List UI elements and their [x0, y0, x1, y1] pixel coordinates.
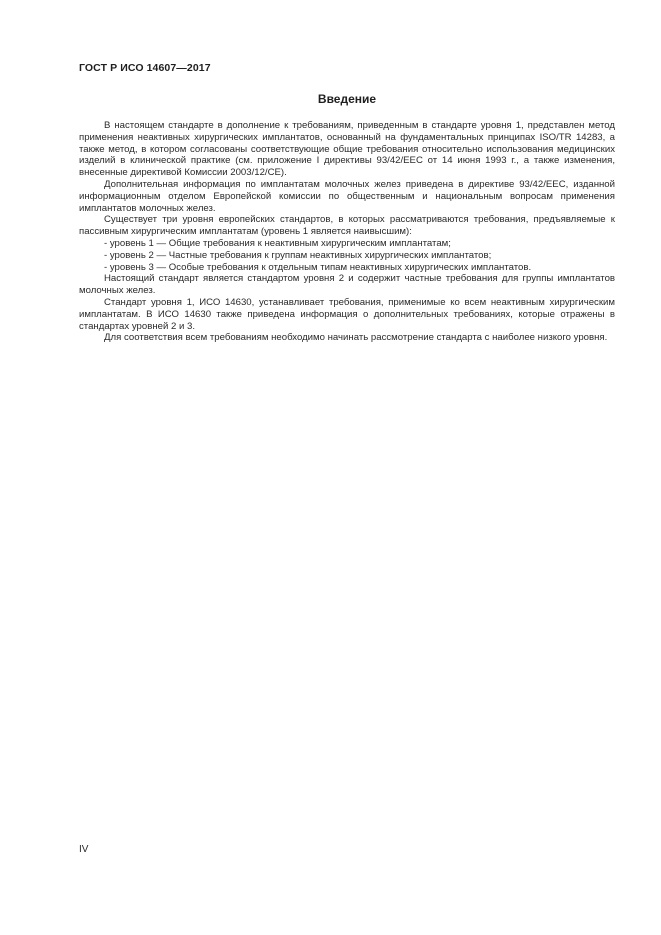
- list-item-level-2: - уровень 2 — Частные требования к группам неактивных хирургических имплантатов;: [104, 249, 492, 261]
- list-item-level-3: - уровень 3 — Особые требования к отдельным типам неактивных хирургических имплантатов.: [104, 261, 532, 273]
- paragraph-2: Дополнительная информация по имплантатам молочных желез приведена в директиве 93/42/ЕЕС, изданной информационным отделом Европейской комиссии по общественным и национальным вопросам применения имплантатов молочных желез.: [79, 178, 615, 214]
- paragraph-3: Существует три уровня европейских стандартов, в которых рассматриваются требования, предъявляемые к пассивным хирургическим имплантатам (уровень 1 является наивысшим):: [79, 214, 615, 238]
- list-item-level-1: - уровень 1 — Общие требования к неактивным хирургическим имплантатам;: [104, 237, 451, 249]
- paragraph-6: Для соответствия всем требованиям необходимо начинать рассмотрение стандарта с наиболее низкого уровня.: [104, 332, 608, 344]
- document-body: [79, 120, 615, 344]
- section-title: Введение: [317, 92, 377, 106]
- page-number: IV: [79, 844, 89, 855]
- document-header-code: ГОСТ Р ИСО 14607—2017: [79, 62, 211, 74]
- paragraph-4: Настоящий стандарт является стандартом уровня 2 и содержит частные требования для группы имплантатов молочных желез.: [79, 273, 615, 297]
- paragraph-1: В настоящем стандарте в дополнение к требованиям, приведенным в стандарте уровня 1, представлен метод применения неактивных хирургических имплантатов, основанный на фундаментальных принципах ISO/TR 14283, а также метод, в котором согласованы соответствующие общие требования относительно использования медицинских изделий в клинической практике (см. приложение I директивы 93/42/ЕЕС от 14 июня 1993 г., а также изменения, внесенные директивой Комиссии 2003/12/СЕ).: [79, 120, 615, 179]
- paragraph-5: Стандарт уровня 1, ИСО 14630, устанавливает требования, применимые ко всем неактивным хирургическим имплантатам. В ИСО 14630 также приведена информация о дополнительных требованиях, которые отражены в стандартах уровней 2 и 3.: [79, 296, 615, 332]
